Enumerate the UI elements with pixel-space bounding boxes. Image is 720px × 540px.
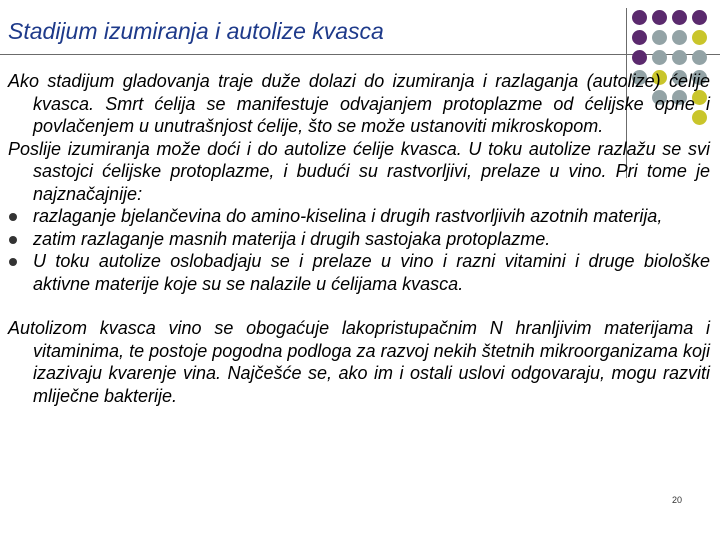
bullet-text: U toku autolize oslobadjaju se i prelaze u vino i razni vitamini i druge biološke aktivne materije koje su se nalazile u ćelijama kvasca. bbox=[33, 251, 710, 294]
decorative-dot bbox=[672, 10, 687, 25]
bullet-text: zatim razlaganje masnih materija i drugih sastojaka protoplazme. bbox=[33, 228, 551, 249]
slide-body bbox=[8, 70, 710, 407]
paragraph-3: Autolizom kvasca vino se obogaćuje lakopristupačnim N hranljivim materijama i vitaminima, te postoje pogodna podloga za razvoj nekih štetnih mikroorganizama koji izazivaju kvarenje vina. Najčešće se, ako im i ostali uslovi odgovaraju, mogu razviti mliječne bakterije. bbox=[8, 318, 710, 406]
slide-title: Stadijum izumiranja i autolize kvasca bbox=[8, 18, 384, 44]
paragraph-2: Poslije izumiranja može doći i do autolize ćelije kvasca. U toku autolize razlažu se svi sastojci ćelijske protoplazme, i budući su rastvorljivi, prelaze u vino. Pri tome je najznačajnije: bbox=[8, 138, 710, 204]
bullet-item bbox=[8, 205, 710, 228]
decorative-dot bbox=[692, 10, 707, 25]
bullet-item bbox=[8, 250, 710, 295]
bullet-text: razlaganje bjelančevina do amino-kiselina i drugih rastvorljivih azotnih materija, bbox=[33, 206, 663, 226]
decorative-dot bbox=[632, 10, 647, 25]
decorative-dot bbox=[652, 10, 667, 25]
bullet-list bbox=[8, 205, 710, 295]
bullet-icon bbox=[9, 258, 17, 266]
decorative-dot bbox=[652, 50, 667, 65]
decorative-dot bbox=[692, 30, 707, 45]
bullet-icon bbox=[9, 213, 17, 221]
title-divider bbox=[0, 54, 720, 55]
decorative-dot bbox=[652, 30, 667, 45]
decorative-dot bbox=[632, 30, 647, 45]
bullet-item bbox=[8, 228, 710, 251]
decorative-dot bbox=[672, 30, 687, 45]
slide-number: 20 bbox=[671, 495, 682, 505]
decorative-dot bbox=[632, 50, 647, 65]
paragraph-spacer bbox=[8, 295, 710, 317]
bullet-icon bbox=[9, 236, 17, 244]
decorative-dot bbox=[692, 50, 707, 65]
paragraph-1: Ako stadijum gladovanja traje duže dolazi do izumiranja i razlaganja (autolize) ćelije kvasca. Smrt ćelija se manifestuje odvajanjem protoplazme od ćelijske opne i povlačenjem u unutrašnjost ćelije, što se može ustanoviti mikroskopom. bbox=[8, 71, 710, 136]
decorative-dot bbox=[672, 50, 687, 65]
